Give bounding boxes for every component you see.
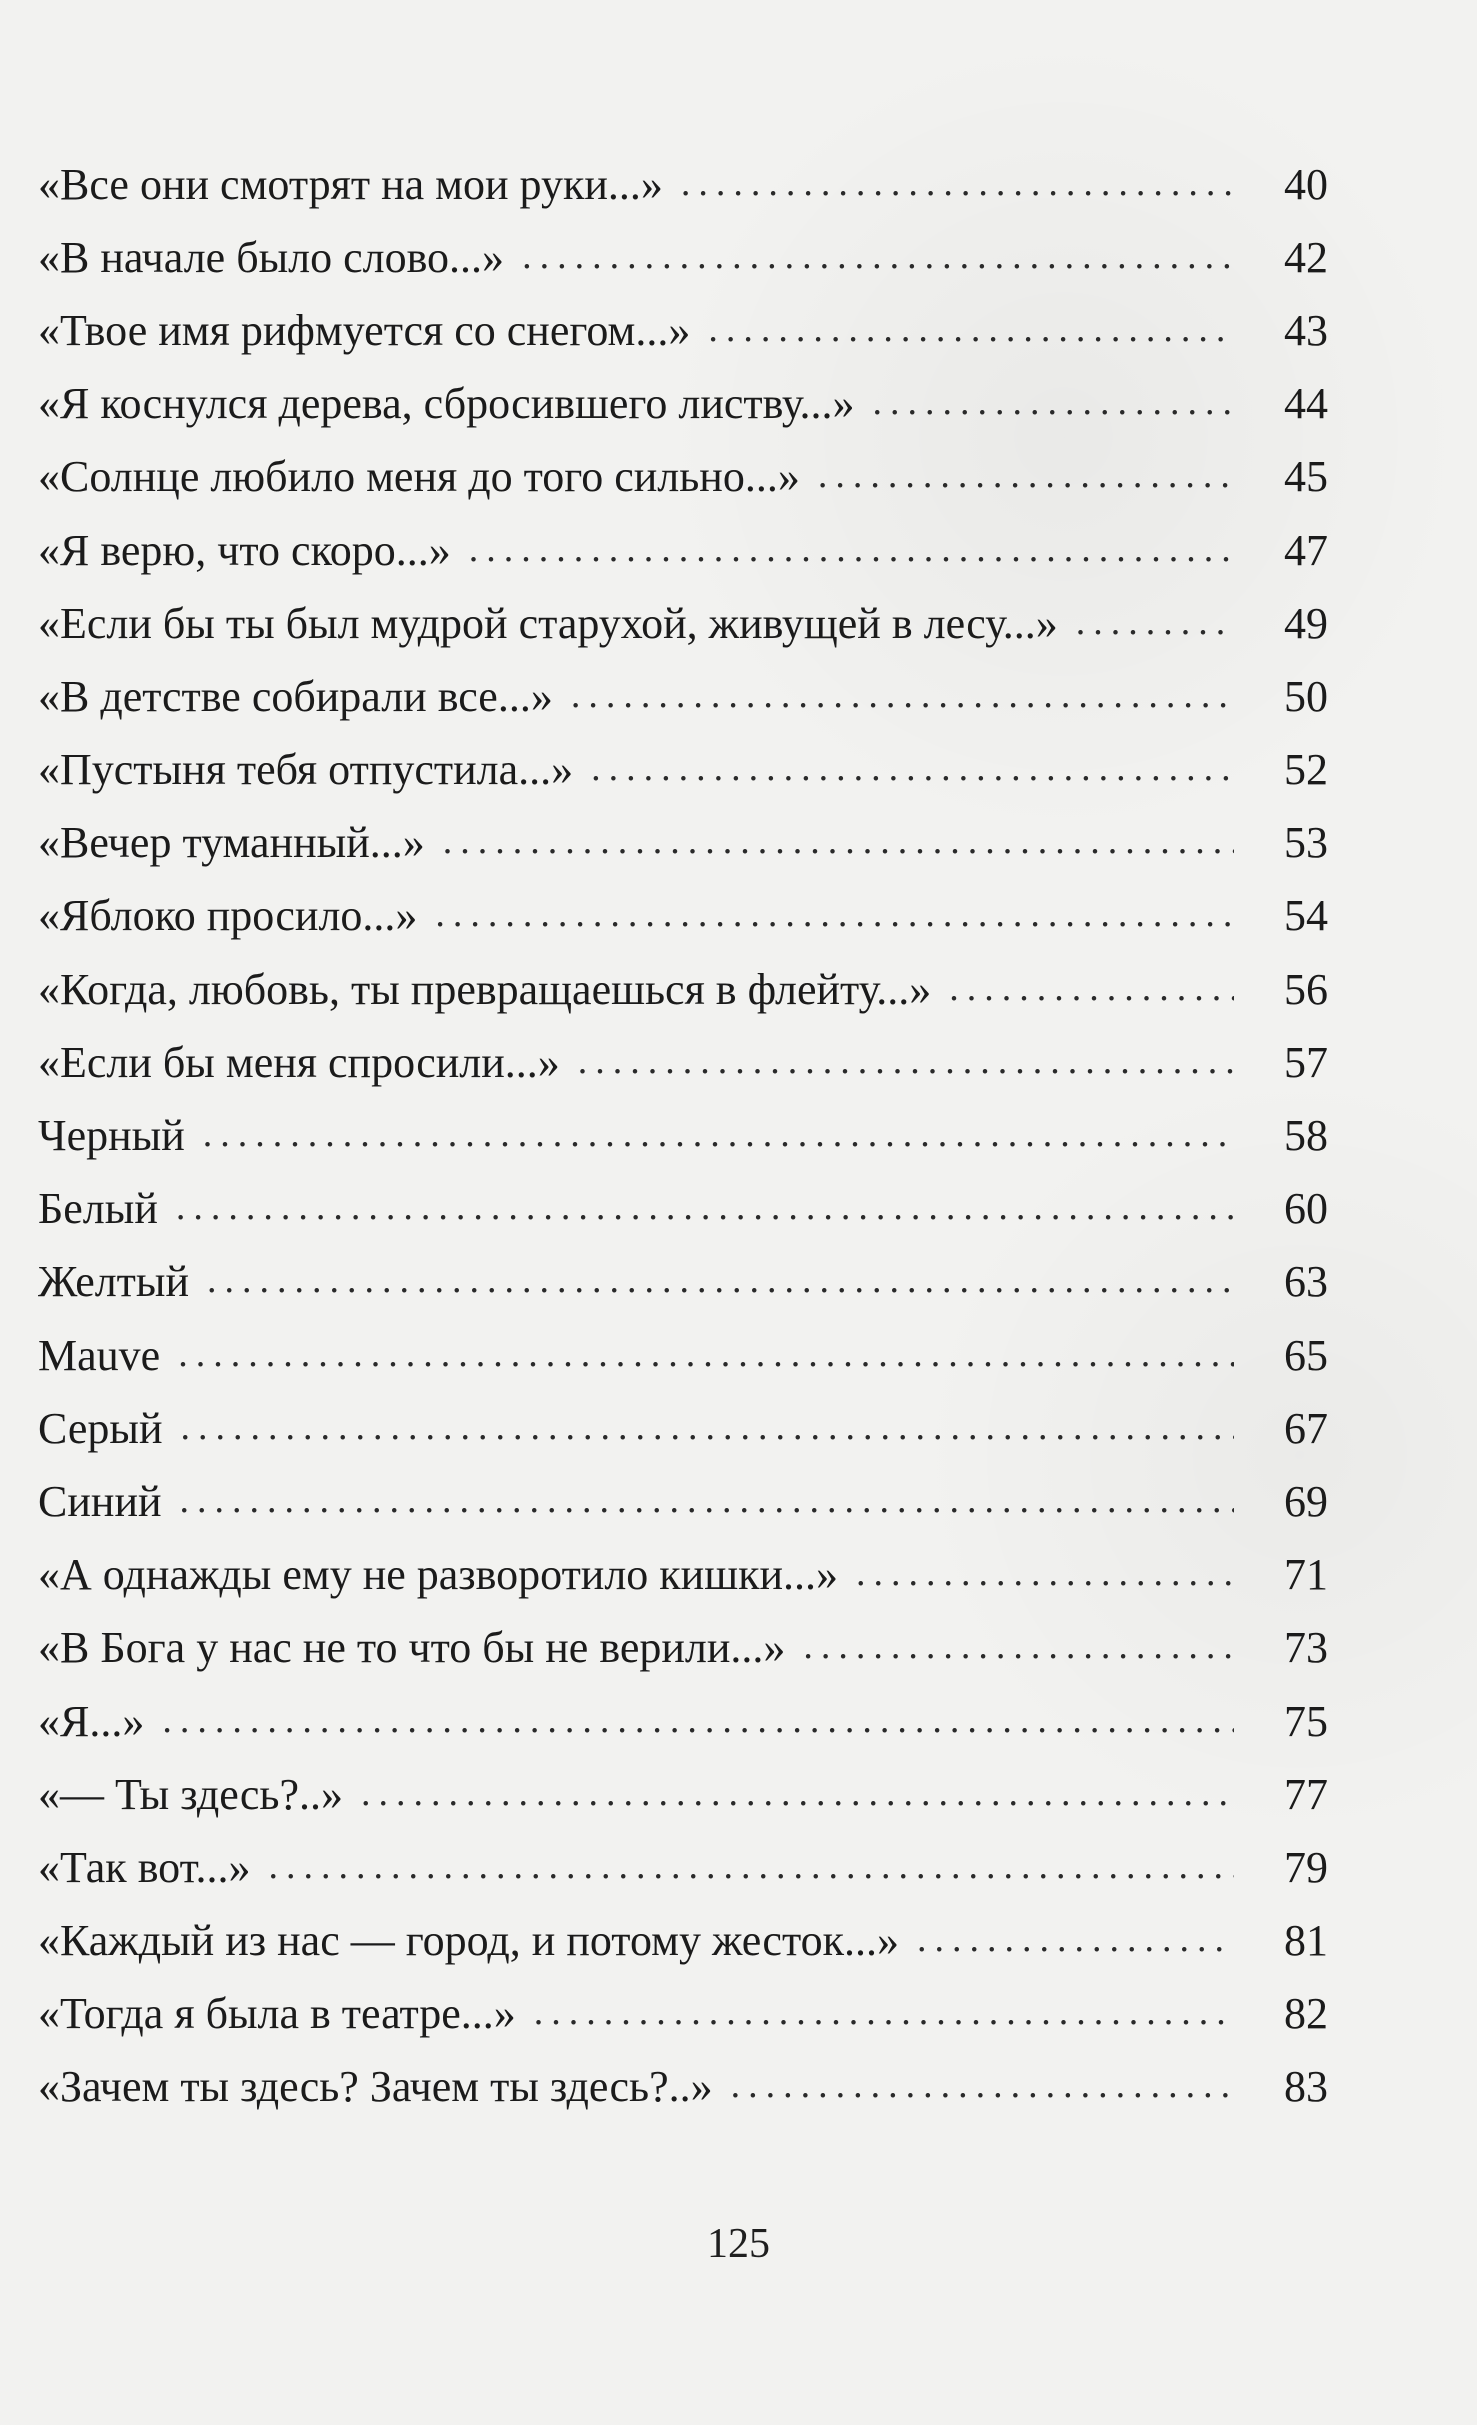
toc-entry-title: «Твое имя рифмуется со снегом...» [38, 305, 691, 355]
toc-entry-page: 56 [1284, 964, 1328, 1014]
toc-entry-title: Mauve [38, 1330, 161, 1380]
toc-entry-page: 63 [1284, 1257, 1328, 1307]
toc-entry-title: «— Ты здесь?..» [38, 1769, 343, 1819]
dot-leader [571, 676, 1234, 714]
toc-entry-25 [38, 1905, 1328, 1978]
toc-entry-16 [38, 1246, 1328, 1319]
dot-leader [873, 383, 1234, 421]
dot-leader [818, 456, 1234, 494]
dot-leader [203, 1115, 1234, 1153]
toc-entry-title: Серый [38, 1403, 163, 1453]
toc-entry-title: «Вечер туманный...» [38, 818, 425, 868]
toc-entry-17 [38, 1319, 1328, 1392]
toc-entry-page: 65 [1284, 1330, 1328, 1380]
table-of-contents [38, 148, 1328, 2124]
toc-entry-page: 77 [1284, 1769, 1328, 1819]
dot-leader [591, 749, 1234, 787]
toc-entry-page: 73 [1284, 1623, 1328, 1673]
toc-entry-title: «В Бога у нас не то что бы не верили...» [38, 1623, 786, 1673]
toc-entry-title: «В начале было слово...» [38, 232, 505, 282]
toc-entry-15 [38, 1173, 1328, 1246]
toc-entry-page: 83 [1284, 2062, 1328, 2112]
toc-entry-page: 40 [1284, 159, 1328, 209]
dot-leader [178, 1335, 1234, 1373]
toc-entry-18 [38, 1392, 1328, 1465]
toc-entry-page: 44 [1284, 379, 1328, 429]
toc-entry-title: «Тогда я была в театре...» [38, 1989, 516, 2039]
dot-leader [180, 1481, 1234, 1519]
toc-entry-5 [38, 441, 1328, 514]
toc-entry-page: 49 [1284, 598, 1328, 648]
toc-entry-title: «Я верю, что скоро...» [38, 525, 451, 575]
toc-entry-page: 57 [1284, 1037, 1328, 1087]
dot-leader [803, 1627, 1234, 1665]
toc-entry-title: «Пустыня тебя отпустила...» [38, 745, 574, 795]
toc-entry-page: 54 [1284, 891, 1328, 941]
page-number: 125 [707, 2221, 770, 2267]
dot-leader [443, 822, 1234, 860]
toc-entry-13 [38, 1026, 1328, 1099]
dot-leader [1076, 603, 1234, 641]
dot-leader [361, 1774, 1234, 1812]
toc-entry-title: «Я коснулся дерева, сбросившего листву...» [38, 379, 855, 429]
dot-leader [681, 164, 1234, 202]
toc-entry-title: «Каждый из нас — город, и потому жесток...» [38, 1916, 899, 1966]
toc-entry-3 [38, 294, 1328, 367]
toc-entry-page: 50 [1284, 671, 1328, 721]
dot-leader [856, 1554, 1234, 1592]
dot-leader [949, 969, 1234, 1007]
toc-entry-page: 53 [1284, 818, 1328, 868]
toc-entry-page: 60 [1284, 1184, 1328, 1234]
toc-entry-title: Белый [38, 1184, 158, 1234]
toc-entry-title: «Если бы меня спросили...» [38, 1037, 560, 1087]
toc-entry-title: «Все они смотрят на мои руки...» [38, 159, 663, 209]
dot-leader [181, 1408, 1234, 1446]
toc-entry-23 [38, 1758, 1328, 1831]
toc-entry-title: «Яблоко просило...» [38, 891, 418, 941]
toc-entry-22 [38, 1685, 1328, 1758]
toc-entry-11 [38, 880, 1328, 953]
toc-entry-12 [38, 953, 1328, 1026]
toc-entry-6 [38, 514, 1328, 587]
toc-entry-14 [38, 1099, 1328, 1172]
dot-leader [269, 1847, 1234, 1885]
toc-entry-title: «Солнце любило меня до того сильно...» [38, 452, 800, 502]
dot-leader [578, 1042, 1234, 1080]
dot-leader [917, 1920, 1234, 1958]
toc-entry-page: 58 [1284, 1111, 1328, 1161]
dot-leader [731, 2066, 1234, 2104]
toc-entry-page: 52 [1284, 745, 1328, 795]
dot-leader [435, 895, 1234, 933]
toc-entry-21 [38, 1612, 1328, 1685]
toc-entry-title: Желтый [38, 1257, 190, 1307]
toc-entry-title: «Когда, любовь, ты превращаешься в флейту...» [38, 964, 932, 1014]
toc-entry-7 [38, 587, 1328, 660]
toc-entry-page: 75 [1284, 1696, 1328, 1746]
toc-entry-page: 82 [1284, 1989, 1328, 2039]
toc-entry-10 [38, 807, 1328, 880]
toc-entry-27 [38, 2051, 1328, 2124]
toc-entry-title: «Если бы ты был мудрой старухой, живущей в лесу...» [38, 598, 1058, 648]
toc-entry-title: «Так вот...» [38, 1842, 251, 1892]
toc-entry-2 [38, 221, 1328, 294]
toc-entry-page: 81 [1284, 1916, 1328, 1966]
toc-entry-title: Синий [38, 1476, 162, 1526]
toc-entry-title: «В детстве собирали все...» [38, 671, 553, 721]
toc-entry-20 [38, 1539, 1328, 1612]
toc-entry-19 [38, 1465, 1328, 1538]
toc-entry-26 [38, 1978, 1328, 2051]
dot-leader [534, 1993, 1234, 2031]
toc-entry-page: 42 [1284, 232, 1328, 282]
dot-leader [522, 237, 1234, 275]
toc-entry-page: 67 [1284, 1403, 1328, 1453]
toc-entry-page: 45 [1284, 452, 1328, 502]
toc-entry-24 [38, 1831, 1328, 1904]
toc-entry-page: 43 [1284, 305, 1328, 355]
toc-entry-8 [38, 660, 1328, 733]
dot-leader [162, 1701, 1234, 1739]
toc-entry-9 [38, 734, 1328, 807]
toc-entry-title: «Зачем ты здесь? Зачем ты здесь?..» [38, 2062, 713, 2112]
toc-entry-4 [38, 368, 1328, 441]
dot-leader [469, 530, 1234, 568]
dot-leader [176, 1188, 1234, 1226]
dot-leader [708, 310, 1234, 348]
toc-entry-title: «А однажды ему не разворотило кишки...» [38, 1550, 839, 1600]
dot-leader [207, 1261, 1234, 1299]
toc-entry-page: 69 [1284, 1476, 1328, 1526]
toc-entry-title: «Я...» [38, 1696, 145, 1746]
toc-entry-page: 71 [1284, 1550, 1328, 1600]
toc-entry-1 [38, 148, 1328, 221]
toc-entry-page: 47 [1284, 525, 1328, 575]
toc-entry-title: Черный [38, 1111, 185, 1161]
toc-entry-page: 79 [1284, 1842, 1328, 1892]
